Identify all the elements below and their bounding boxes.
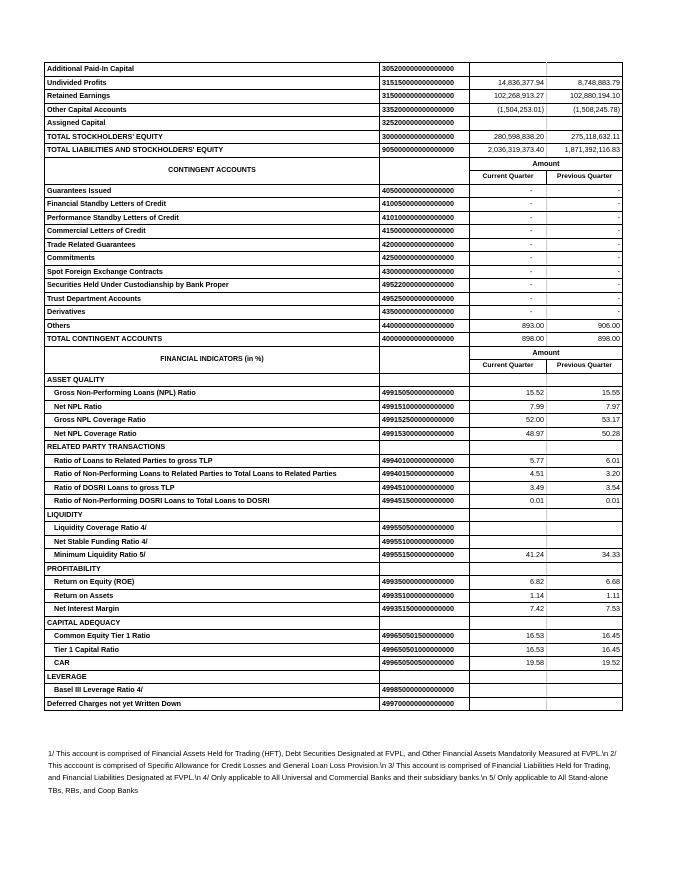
table-row	[45, 549, 623, 563]
current-quarter-value	[470, 697, 547, 711]
empty-value-cell	[547, 616, 623, 630]
row-label: Undivided Profits	[45, 76, 380, 90]
current-quarter-value: -	[470, 306, 547, 320]
table-row	[45, 103, 623, 117]
current-quarter-value: -	[470, 252, 547, 266]
empty-code-cell	[380, 373, 470, 387]
empty-value-cell	[547, 508, 623, 522]
row-label: TOTAL LIABILITIES AND STOCKHOLDERS' EQUITY	[45, 144, 380, 158]
previous-quarter-value: 3.20	[547, 468, 623, 482]
row-label: Assigned Capital	[45, 117, 380, 131]
row-label: Minimum Liquidity Ratio 5/	[45, 549, 380, 563]
current-quarter-value: 52.00	[470, 414, 547, 428]
previous-quarter-value: 898.00	[547, 333, 623, 347]
category-label: RELATED PARTY TRANSACTIONS	[45, 441, 380, 455]
previous-quarter-value: -	[547, 252, 623, 266]
table-row	[45, 63, 623, 77]
current-quarter-value: 7.42	[470, 603, 547, 617]
account-code: 495250000000000000	[380, 292, 470, 306]
row-label: Deferred Charges not yet Written Down	[45, 697, 380, 711]
table-row	[45, 684, 623, 698]
previous-quarter-value: 8,748,883.79	[547, 76, 623, 90]
account-code: 499650500500000000	[380, 657, 470, 671]
row-label: Ratio of DOSRI Loans to gross TLP	[45, 481, 380, 495]
empty-value-cell	[470, 616, 547, 630]
category-row	[45, 562, 623, 576]
row-label: Guarantees Issued	[45, 184, 380, 198]
table-row	[45, 454, 623, 468]
previous-quarter-header: Previous Quarter	[547, 360, 623, 374]
table-row	[45, 697, 623, 711]
account-code: 499350000000000000	[380, 576, 470, 590]
category-label: CAPITAL ADEQUACY	[45, 616, 380, 630]
financial-statement-sheet	[44, 62, 622, 711]
previous-quarter-value: 906.00	[547, 319, 623, 333]
row-label: Financial Standby Letters of Credit	[45, 198, 380, 212]
row-label: Return on Assets	[45, 589, 380, 603]
current-quarter-value: -	[470, 279, 547, 293]
account-code: 400000000000000000	[380, 333, 470, 347]
row-label: Commercial Letters of Credit	[45, 225, 380, 239]
empty-value-cell	[547, 373, 623, 387]
row-label: Retained Earnings	[45, 90, 380, 104]
current-quarter-value: 898.00	[470, 333, 547, 347]
previous-quarter-value	[547, 117, 623, 131]
account-code: 315150000000000000	[380, 76, 470, 90]
account-code: 430000000000000000	[380, 265, 470, 279]
current-quarter-value	[470, 522, 547, 536]
previous-quarter-value: 102,880,194.10	[547, 90, 623, 104]
amount-header: Amount	[470, 157, 623, 171]
table-row	[45, 657, 623, 671]
table-row	[45, 427, 623, 441]
previous-quarter-value: 34.33	[547, 549, 623, 563]
empty-value-cell	[470, 508, 547, 522]
previous-quarter-value: 0.01	[547, 495, 623, 509]
current-quarter-value: 15.52	[470, 387, 547, 401]
account-code: 435000000000000000	[380, 306, 470, 320]
current-quarter-value: 48.97	[470, 427, 547, 441]
previous-quarter-value: 53.17	[547, 414, 623, 428]
current-quarter-value: 0.01	[470, 495, 547, 509]
table-row	[45, 400, 623, 414]
account-code: 440000000000000000	[380, 319, 470, 333]
current-quarter-value: -	[470, 238, 547, 252]
table-row	[45, 198, 623, 212]
empty-code-cell	[380, 441, 470, 455]
previous-quarter-value: 275,118,632.11	[547, 130, 623, 144]
account-code: 499650501500000000	[380, 630, 470, 644]
empty-code-cell	[380, 508, 470, 522]
row-label: Ratio of Non-Performing DOSRI Loans to Total Loans to DOSRI	[45, 495, 380, 509]
row-label: Others	[45, 319, 380, 333]
section-title: FINANCIAL INDICATORS (in %)	[45, 346, 380, 373]
empty-code-cell	[380, 670, 470, 684]
category-row	[45, 441, 623, 455]
row-label: Ratio of Loans to Related Parties to gross TLP	[45, 454, 380, 468]
account-code: 415000000000000000	[380, 225, 470, 239]
account-code: 499351000000000000	[380, 589, 470, 603]
row-label: Net NPL Coverage Ratio	[45, 427, 380, 441]
empty-value-cell	[470, 373, 547, 387]
current-quarter-value: 102,268,913.27	[470, 90, 547, 104]
previous-quarter-value: 16.45	[547, 643, 623, 657]
previous-quarter-value: 3.54	[547, 481, 623, 495]
empty-value-cell	[470, 441, 547, 455]
table-row	[45, 481, 623, 495]
account-code: 499451500000000000	[380, 495, 470, 509]
current-quarter-value	[470, 117, 547, 131]
table-row	[45, 292, 623, 306]
previous-quarter-value: -	[547, 225, 623, 239]
account-code: 499351500000000000	[380, 603, 470, 617]
previous-quarter-value: 19.52	[547, 657, 623, 671]
previous-quarter-value	[547, 535, 623, 549]
account-code: 499153000000000000	[380, 427, 470, 441]
table-row	[45, 184, 623, 198]
row-label: Common Equity Tier 1 Ratio	[45, 630, 380, 644]
previous-quarter-value: -	[547, 265, 623, 279]
current-quarter-value: 3.49	[470, 481, 547, 495]
table-row	[45, 589, 623, 603]
empty-code-cell	[380, 562, 470, 576]
table-row	[45, 495, 623, 509]
account-code: 499551500000000000	[380, 549, 470, 563]
empty-value-cell	[547, 670, 623, 684]
table-row	[45, 522, 623, 536]
empty-value-cell	[547, 441, 623, 455]
current-quarter-value	[470, 684, 547, 698]
previous-quarter-value: -	[547, 279, 623, 293]
table-row	[45, 630, 623, 644]
row-label: Securities Held Under Custodianship by Bank Proper	[45, 279, 380, 293]
section-header-row	[45, 157, 623, 171]
amount-header: Amount	[470, 346, 623, 360]
table-row	[45, 333, 623, 347]
row-label: Tier 1 Capital Ratio	[45, 643, 380, 657]
account-code: 300000000000000000	[380, 130, 470, 144]
row-label: Ratio of Non-Performing Loans to Related Parties to Total Loans to Related Parties	[45, 468, 380, 482]
row-label: Other Capital Accounts	[45, 103, 380, 117]
current-quarter-value: -	[470, 292, 547, 306]
current-quarter-value	[470, 535, 547, 549]
row-label: Spot Foreign Exchange Contracts	[45, 265, 380, 279]
empty-value-cell	[547, 562, 623, 576]
account-code: 905000000000000000	[380, 144, 470, 158]
current-quarter-value: 16.53	[470, 630, 547, 644]
current-quarter-value: -	[470, 198, 547, 212]
account-code: 425000000000000000	[380, 252, 470, 266]
account-code: 499850000000000000	[380, 684, 470, 698]
table-row	[45, 535, 623, 549]
current-quarter-value: 16.53	[470, 643, 547, 657]
current-quarter-value: -	[470, 184, 547, 198]
previous-quarter-value	[547, 63, 623, 77]
account-code: 499401500000000000	[380, 468, 470, 482]
row-label: Trust Department Accounts	[45, 292, 380, 306]
row-label: Net Stable Funding Ratio 4/	[45, 535, 380, 549]
account-code: 499150500000000000	[380, 387, 470, 401]
table-row	[45, 265, 623, 279]
code-header-cell	[380, 346, 470, 373]
previous-quarter-value: 6.68	[547, 576, 623, 590]
row-label: TOTAL CONTINGENT ACCOUNTS	[45, 333, 380, 347]
previous-quarter-value: 15.55	[547, 387, 623, 401]
previous-quarter-value: -	[547, 292, 623, 306]
row-label: Gross Non-Performing Loans (NPL) Ratio	[45, 387, 380, 401]
row-label: TOTAL STOCKHOLDERS' EQUITY	[45, 130, 380, 144]
previous-quarter-value: (1,508,245.78)	[547, 103, 623, 117]
account-code: 499650501000000000	[380, 643, 470, 657]
code-header-cell	[380, 157, 470, 184]
empty-code-cell	[380, 616, 470, 630]
account-code: 495220000000000000	[380, 279, 470, 293]
row-label: CAR	[45, 657, 380, 671]
account-code: 499151000000000000	[380, 400, 470, 414]
category-label: LEVERAGE	[45, 670, 380, 684]
previous-quarter-header: Previous Quarter	[547, 171, 623, 185]
table-row	[45, 319, 623, 333]
table-row	[45, 117, 623, 131]
category-row	[45, 373, 623, 387]
row-label: Performance Standby Letters of Credit	[45, 211, 380, 225]
current-quarter-value: 280,598,838.20	[470, 130, 547, 144]
account-code: 420000000000000000	[380, 238, 470, 252]
current-quarter-value: 19.58	[470, 657, 547, 671]
previous-quarter-value	[547, 697, 623, 711]
current-quarter-value: 41.24	[470, 549, 547, 563]
current-quarter-header: Current Quarter	[470, 171, 547, 185]
empty-value-cell	[470, 670, 547, 684]
current-quarter-value: -	[470, 225, 547, 239]
category-row	[45, 670, 623, 684]
table-row	[45, 76, 623, 90]
account-code: 315000000000000000	[380, 90, 470, 104]
category-label: PROFITABILITY	[45, 562, 380, 576]
current-quarter-value: (1,504,253.01)	[470, 103, 547, 117]
row-label: Derivatives	[45, 306, 380, 320]
category-label: ASSET QUALITY	[45, 373, 380, 387]
current-quarter-value: -	[470, 265, 547, 279]
previous-quarter-value: 1.11	[547, 589, 623, 603]
table-row	[45, 144, 623, 158]
account-code: 405000000000000000	[380, 184, 470, 198]
previous-quarter-value: 50.28	[547, 427, 623, 441]
current-quarter-value: 7.99	[470, 400, 547, 414]
section-title: CONTINGENT ACCOUNTS	[45, 157, 380, 184]
row-label: Trade Related Guarantees	[45, 238, 380, 252]
previous-quarter-value: -	[547, 198, 623, 212]
account-code: 499700000000000000	[380, 697, 470, 711]
account-code: 499152500000000000	[380, 414, 470, 428]
account-code: 499550500000000000	[380, 522, 470, 536]
empty-value-cell	[470, 562, 547, 576]
footnotes: 1/ This account is comprised of Financial Assets Held for Trading (HFT), Debt Securities Designated at FVPL, and Other Financial Assets Mandatorily Measured at FVPL.\n 2/ This acccount is comprised of Specific Allowance for Credit Losses and General Loan Loss Provision.\n 3/ This account is comprised of Financial Liabilities Held for Trading, and Financial Liabilities Designated at FVPL.\n 4/ Only applicable to All Universal and Commercial Banks and their subsidiary banks.\n 5/ Only applicable to All Stand-alone TBs, RBs, and Coop Banks	[48, 749, 617, 795]
row-label: Basel III Leverage Ratio 4/	[45, 684, 380, 698]
table-row	[45, 238, 623, 252]
current-quarter-value	[470, 63, 547, 77]
current-quarter-value: 6.82	[470, 576, 547, 590]
category-row	[45, 616, 623, 630]
statement-table	[44, 62, 623, 711]
account-code: 410050000000000000	[380, 198, 470, 212]
account-code: 305200000000000000	[380, 63, 470, 77]
current-quarter-value: 1.14	[470, 589, 547, 603]
current-quarter-value: 2,036,319,373.40	[470, 144, 547, 158]
current-quarter-value: 4.51	[470, 468, 547, 482]
account-code: 499551000000000000	[380, 535, 470, 549]
table-row	[45, 306, 623, 320]
table-row	[45, 603, 623, 617]
section-header-row	[45, 346, 623, 360]
table-row	[45, 414, 623, 428]
row-label: Return on Equity (ROE)	[45, 576, 380, 590]
table-row	[45, 576, 623, 590]
previous-quarter-value: -	[547, 306, 623, 320]
current-quarter-value: -	[470, 211, 547, 225]
previous-quarter-value: -	[547, 184, 623, 198]
previous-quarter-value: -	[547, 211, 623, 225]
current-quarter-value: 14,836,377.94	[470, 76, 547, 90]
table-row	[45, 130, 623, 144]
current-quarter-header: Current Quarter	[470, 360, 547, 374]
row-label: Net Interest Margin	[45, 603, 380, 617]
row-label: Gross NPL Coverage Ratio	[45, 414, 380, 428]
previous-quarter-value: 1,871,392,116.83	[547, 144, 623, 158]
previous-quarter-value: 6.01	[547, 454, 623, 468]
previous-quarter-value: 16.45	[547, 630, 623, 644]
account-code: 325200000000000000	[380, 117, 470, 131]
account-code: 499451000000000000	[380, 481, 470, 495]
account-code: 499401000000000000	[380, 454, 470, 468]
current-quarter-value: 893.00	[470, 319, 547, 333]
previous-quarter-value: 7.53	[547, 603, 623, 617]
previous-quarter-value: -	[547, 238, 623, 252]
table-row	[45, 279, 623, 293]
current-quarter-value: 5.77	[470, 454, 547, 468]
category-label: LIQUIDITY	[45, 508, 380, 522]
previous-quarter-value: 7.97	[547, 400, 623, 414]
row-label: Commitments	[45, 252, 380, 266]
account-code: 335200000000000000	[380, 103, 470, 117]
table-row	[45, 643, 623, 657]
previous-quarter-value	[547, 684, 623, 698]
table-row	[45, 90, 623, 104]
table-row	[45, 211, 623, 225]
table-row	[45, 252, 623, 266]
table-row	[45, 225, 623, 239]
previous-quarter-value	[547, 522, 623, 536]
row-label: Additional Paid-In Capital	[45, 63, 380, 77]
row-label: Liquidity Coverage Ratio 4/	[45, 522, 380, 536]
table-row	[45, 387, 623, 401]
category-row	[45, 508, 623, 522]
row-label: Net NPL Ratio	[45, 400, 380, 414]
table-row	[45, 468, 623, 482]
account-code: 410100000000000000	[380, 211, 470, 225]
